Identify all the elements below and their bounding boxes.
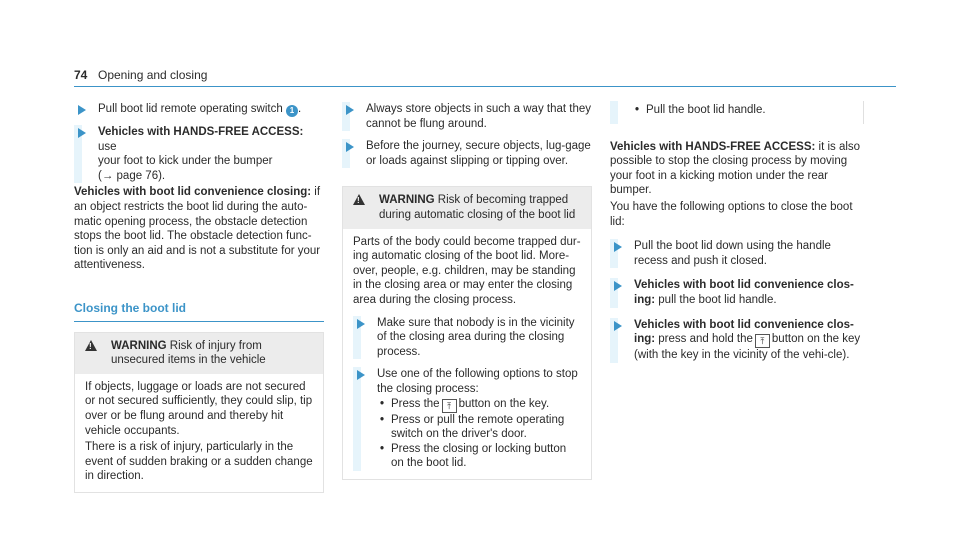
step-text: press and hold the (655, 333, 753, 346)
warning-title: Risk of injury from unsecured items in the vehicle (111, 339, 266, 367)
step-text: your foot to kick under the bumper (98, 155, 273, 168)
step-text: Make sure that nobody is in the vicinity of the closing area during the closing process. (377, 316, 575, 358)
step-arrow-icon (614, 281, 622, 291)
step-text: Always store objects in such a way that they cannot be flung around. (366, 103, 591, 130)
step-arrow-icon (78, 128, 86, 138)
step-arrow-icon (346, 105, 354, 115)
step-text: Pull boot lid remote operating switch (98, 103, 283, 115)
number-1-callout: 1 (286, 105, 298, 117)
step-arrow-icon (346, 142, 354, 152)
step-hands-free (74, 125, 324, 183)
step-stop-options (353, 367, 581, 471)
column-2 (342, 95, 592, 480)
list-item (377, 397, 581, 413)
warning-label: WARNING (379, 194, 435, 207)
column-1 (74, 95, 324, 493)
warning-header (75, 333, 323, 374)
step-pull-down (610, 239, 864, 268)
step-text: use (98, 140, 117, 153)
warning-body (75, 374, 323, 492)
step-arrow-icon (614, 242, 622, 252)
warning-header (343, 187, 591, 228)
step-end: . (297, 103, 302, 115)
page-reference-link[interactable]: (→ page 76). (98, 169, 166, 182)
boot-lid-button-icon: ⤒ (442, 399, 457, 413)
options-paragraph: You have the following options to close the boot lid: (610, 200, 853, 228)
step-bold-label: Vehicles with boot lid convenience clos-ing: (634, 279, 854, 306)
warning-paragraph: There is a risk of injury, particularly in the event of sudden braking or a sudden change in direction. (85, 441, 313, 483)
header-divider (74, 86, 896, 87)
step-arrow-icon (78, 105, 86, 115)
warning-body (343, 229, 591, 479)
step-convenience-press (610, 318, 864, 363)
step-nobody-in-area (353, 316, 581, 360)
note-bold-label: Vehicles with boot lid convenience closing: (74, 186, 312, 199)
step-arrow-icon (614, 321, 622, 331)
boot-lid-button-icon: ⤒ (755, 334, 770, 348)
list-item: • Pull the boot lid handle. (632, 103, 863, 118)
step-text: pull the boot lid handle. (655, 293, 777, 306)
warning-label: WARNING (111, 339, 167, 352)
list-text: Press the (391, 397, 440, 410)
step-text: button on the key (with the key in the vicinity of the vehi-cle). (634, 333, 861, 362)
list-text: button on the key. (458, 397, 550, 410)
step-bold-label: Vehicles with HANDS-FREE ACCESS: (98, 126, 304, 138)
convenience-closing-note (74, 185, 324, 273)
list-item: • Press the closing or locking button on the boot lid. (377, 442, 581, 471)
warning-paragraph: If objects, luggage or loads are not secured or not secured sufficiently, they could slip, tip over or be flung around and thereby hit vehicle occupants. (85, 380, 313, 437)
warning-triangle-icon (85, 340, 97, 351)
step-text: Before the journey, secure objects, lug-gage or loads against slipping or tipping over. (366, 140, 591, 167)
hands-free-paragraph (610, 140, 864, 198)
column-3 (610, 95, 864, 363)
warning-paragraph: Parts of the body could become trapped dur-ing automatic closing of the boot lid. More-over, people, e.g. children, may be standing in the closing area or may enter the closing area during the closing process. (353, 235, 581, 306)
step-secure-objects (342, 139, 592, 168)
step-text: Pull the boot lid down using the handle recess and push it closed. (634, 240, 831, 267)
step-convenience-pull (610, 278, 864, 307)
step-text: Use one of the following options to stop the closing process: (377, 368, 578, 395)
page-title: Opening and closing (98, 68, 208, 82)
stop-options-list (377, 397, 581, 471)
note-text: if an object restricts the boot lid during the auto-matic opening process, the obstacle detection stops the boot lid. The obstacle detection func-tion is only an aid and is not a substitute for your attentiveness. (74, 186, 321, 272)
section-divider (74, 321, 324, 322)
warning-title: Risk of becoming trapped during automatic closing of the boot lid (379, 194, 576, 221)
page-header (74, 68, 894, 84)
step-store-objects (342, 102, 592, 131)
continued-list (610, 101, 864, 124)
step-bold-label: Vehicles with boot lid convenience clos-ing: (634, 318, 854, 346)
warning-box-trapped (342, 186, 592, 480)
step-pull-switch (74, 102, 324, 117)
section-title: Closing the boot lid (74, 300, 186, 315)
step-arrow-icon (357, 319, 365, 329)
step-arrow-icon (357, 370, 365, 380)
page-number: 74 (74, 68, 88, 82)
list-item: • Press or pull the remote operating switch on the driver's door. (377, 413, 581, 442)
para-bold-label: Vehicles with HANDS-FREE ACCESS: (610, 140, 816, 153)
para-text: it is also possible to stop the closing process by moving your foot in a kicking motion under the rear bumper. (610, 140, 861, 197)
warning-box-unsecured-items (74, 332, 324, 493)
warning-triangle-icon (353, 194, 365, 205)
section-heading-block (74, 301, 324, 322)
